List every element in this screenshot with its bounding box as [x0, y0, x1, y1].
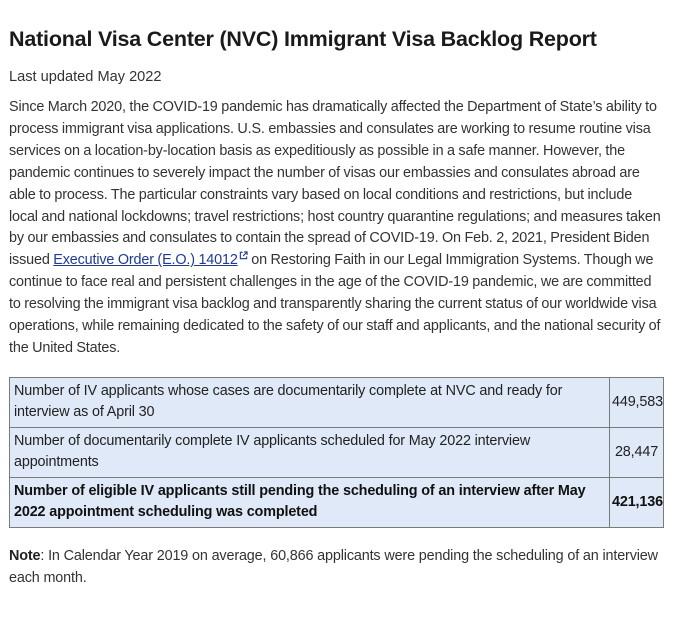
row-label: Number of documentarily complete IV applicants scheduled for May 2022 interview appointments — [10, 427, 610, 477]
external-link-icon — [239, 251, 248, 260]
row-label: Number of IV applicants whose cases are documentarily complete at NVC and ready for interview as of April 30 — [10, 377, 610, 427]
executive-order-link-text: Executive Order (E.O.) 14012 — [53, 252, 238, 269]
table-row — [10, 377, 664, 427]
row-value: 28,447 — [610, 427, 664, 477]
backlog-table — [9, 377, 664, 528]
note-label: Note — [9, 547, 41, 564]
note-paragraph — [9, 528, 663, 589]
intro-text-after-link: on Restoring Faith in our Legal Immigration Systems. Though we continue to face real and persistent challenges in the age of the COVID-19 pandemic, we are committed to resolving the immigrant visa backlog and transparently sharing the current status of our worldwide visa operations, while remaining dedicated to the safety of our staff and applicants, and the national security of the United States. — [9, 252, 661, 356]
table-row-total — [10, 477, 664, 527]
table-row — [10, 427, 664, 477]
last-updated: Last updated May 2022 — [9, 69, 162, 85]
row-value: 421,136 — [610, 477, 664, 527]
intro-paragraph — [9, 87, 663, 360]
note-text: : In Calendar Year 2019 on average, 60,866 applicants were pending the scheduling of an interview each month. — [9, 547, 658, 586]
row-value: 449,583 — [610, 377, 664, 427]
executive-order-link[interactable] — [53, 252, 247, 268]
page-title: National Visa Center (NVC) Immigrant Visa Backlog Report — [9, 27, 597, 51]
intro-text-before-link: Since March 2020, the COVID-19 pandemic has dramatically affected the Department of State’s ability to process immigrant visa applications. U.S. embassies and consulates are working to resume routine visa services on a location-by-location basis as expeditiously as possible in a safe manner. However, the pandemic continues to severely impact the number of visas our embassies and consulates abroad are able to process. The particular constraints vary based on local conditions and restrictions, but include local and national lockdowns; travel restrictions; host country quarantine regulations; and measures taken by our embassies and consulates to contain the spread of COVID-19. On Feb. 2, 2021, President Biden issued — [9, 99, 661, 269]
row-label: Number of eligible IV applicants still pending the scheduling of an interview after May 2022 appointment scheduling was completed — [10, 477, 610, 527]
